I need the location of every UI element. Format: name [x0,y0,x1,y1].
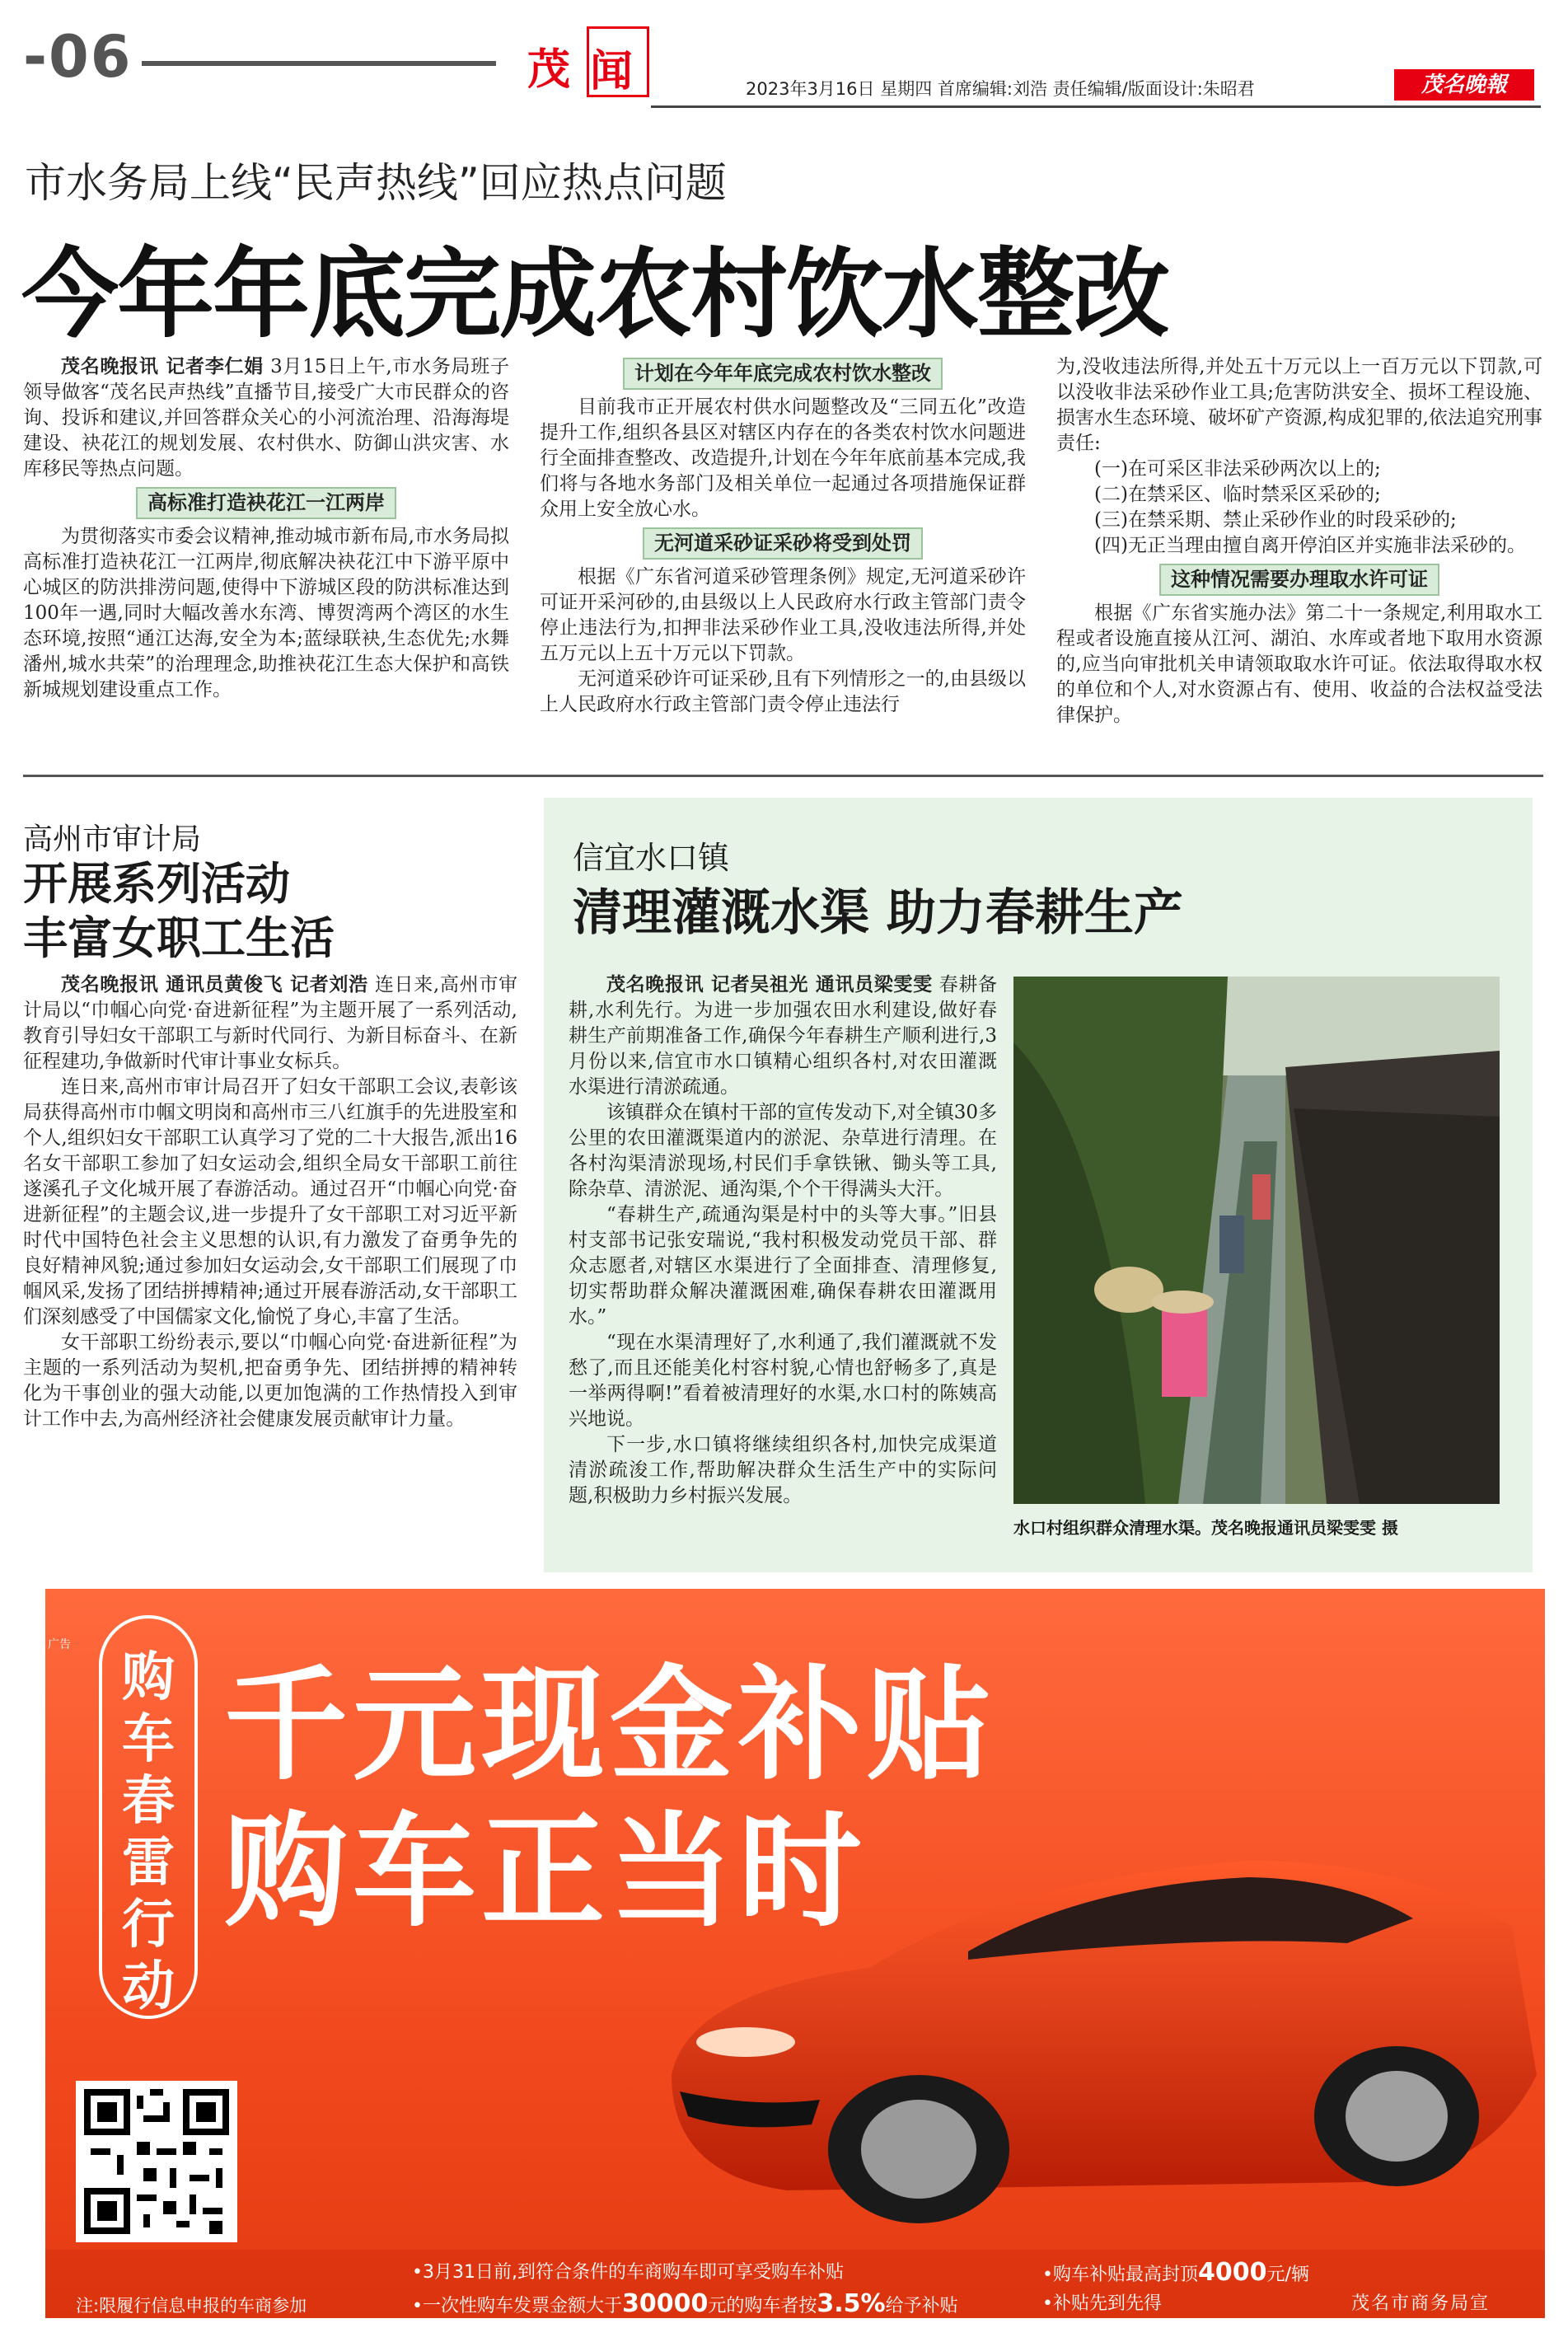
left-kicker: 高州市审计局 [23,822,202,856]
list-item: (二)在禁采区、临时禁采区采砂的; [1094,484,1381,505]
header-underline [651,105,1541,108]
newspaper-logo: 茂名晚報 [1394,69,1534,101]
green-article-body: 茂名晚报讯 记者吴祖光 通讯员梁雯雯 春耕备耕,水利先行。为进一步加强农田水利建设,做好春耕生产前期准备工作,确保今年春耕生产顺利进行,3月份以来,信宜市水口镇精心组织各村,对农田灌溉水渠进行清淤疏通。 该镇群众在镇村干部的宣传发动下,对全镇30多公里的农田灌溉渠道内的淤泥、杂草进行清理。在各村沟渠清淤现场,村民们手拿铁锹、锄头等工具,除杂草、清淤泥、通沟渠,个个干得满头大汗。 “春耕生产,疏通沟渠是村中的头等大事。”旧县村支部书记张安瑞说,“我村积极发动党员干部、群众志愿者,对辖区水渠进行了全面排查、清理修复,切实帮助群众解决灌溉困难,确保春耕农田灌溉用水。” “现在水渠清理好了,水利通了,我们灌溉就不发愁了,而且还能美化村容村貌,心情也舒畅多了,真是一举两得啊!”看着被清理好的水渠,水口村的陈姨高兴地说。 下一步,水口镇将继续组织各村,加快完成渠道清淤疏浚工作,帮助解决群众生活生产中的实际问题,积极助力乡村振兴发展。 [569,972,997,1509]
paragraph: 目前我市正开展农村供水问题整改及“三同五化”改造提升工作,组织各县区对辖区内存在的各类农村饮水问题进行全面排查整改、改造提升,计划在今年年底前基本完成,我们将与各地水务部门及相关单位一起通过各项措施保证群众用上安全放心水。 [540,396,1026,520]
ad-headline-2: 购车正当时 [224,1801,868,1944]
header-rule [142,61,496,66]
ad-bullet-1: •3月31日前,到符合条件的车商购车即可享受购车补贴 [412,2262,844,2283]
page-number: -06 [23,23,133,91]
ad-bullet-2: •一次性购车发票金额大于30000元的购车者按3.5%给予补贴 [412,2289,958,2318]
main-col-3 [1056,354,1542,728]
paragraph: “春耕生产,疏通沟渠是村中的头等大事。”旧县村支部书记张安瑞说,“我村积极发动党员干部、群众志愿者,对辖区水渠进行了全面排查、清理修复,切实帮助群众解决灌溉困难,确保春耕农田灌溉用水。” [569,1204,997,1328]
left-article-body: 茂名晚报讯 通讯员黄俊飞 记者刘浩 连日来,高州市审计局以“巾帼心向党·奋进新征程”为主题开展了一系列活动,教育引导妇女干部职工与新时代同行、为新目标奋斗、在新征程建功,争做新时代审计事业女标兵。 连日来,高州市审计局召开了妇女干部职工会议,表彰该局获得高州市巾帼文明岗和高州市三八红旗手的先进股室和个人,组织妇女干部职工认真学习了党的二十大报告,派出16名女干部职工参加了妇女运动会,组织全局女干部职工前往遂溪孔子文化城开展了春游活动。通过召开“巾帼心向党·奋进新征程”的主题会议,进一步提升了女干部职工对习近平新时代中国特色社会主义思想的认识,有力激发了奋勇争先的良好精神风貌;通过参加妇女运动会,女干部职工们展现了巾帼风采,发扬了团结拼搏精神;通过开展春游活动,女干部职工们深刻感受了中国儒家文化,愉悦了身心,丰富了生活。 女干部职工纷纷表示,要以“巾帼心向党·奋进新征程”为主题的一系列活动为契机,把奋勇争先、团结拼搏的精神转化为干事创业的强大动能,以更加饱满的工作热情投入到审计工作中去,为高州经济社会健康发展贡献审计力量。 [23,972,517,1432]
ad-vertical-slogan: 购 车 春 雷 行 动 [99,1615,198,2019]
main-col-2 [540,354,1026,718]
subhead: 高标准打造袂花江一江两岸 [136,487,396,519]
list-item: (三)在禁采期、禁止采砂作业的时段采砂的; [1094,509,1457,531]
photo-caption: 水口村组织群众清理水渠。茂名晚报通讯员梁雯雯 摄 [1013,1518,1398,1538]
section-mark [527,25,649,101]
paragraph: 为,没收违法所得,并处五十万元以上一百万元以下罚款,可以没收非法采砂作业工具;危害防洪安全、损坏工程设施、损害水生态环境、破坏矿产资源,构成犯罪的,依法追究刑事责任: [1056,356,1542,454]
subhead: 无河道采砂证采砂将受到处罚 [643,527,923,560]
main-col-1: 茂名晚报讯 记者李仁娟 3月15日上午,市水务局班子领导做客“茂名民声热线”直播节目,接受广大市民群众的咨询、投诉和建议,并回答群众关心的小河流治理、沿海海堤建设、袂花江的规划发展、农村供水、防御山洪灾害、水库移民等热点问题。 高标准打造袂花江一江两岸 为贯彻落实市委会议精神,推动城市新布局,市水务局拟高标准打造袂花江一江两岸,彻底解决袂花江中下游平原中心城区的防洪排涝问题,使得中下游城区段的防洪标准达到100年一遇,同时大幅改善水东湾、博贺湾两个湾区的水生态环境,按照“通江达海,安全为本;蓝绿联袂,生态优先;水舞潘州,城水共荣”的治理理念,助推袂花江生态大保护和高铁新城规划建设重点工作。 [23,354,509,703]
ad-label: 广告 [48,1638,71,1651]
canal-photo [1013,977,1500,1504]
main-headline: 今年年底完成农村饮水整改 [21,237,1169,351]
main-kicker: 市水务局上线“民声热线”回应热点问题 [25,159,727,207]
list-item: (一)在可采区非法采砂两次以上的; [1094,458,1381,480]
ad-bullet-4: •补贴先到先得 [1042,2293,1162,2314]
paragraph: 根据《广东省河道采砂管理条例》规定,无河道采砂许可证开采河砂的,由县级以上人民政府水行政主管部门责令停止违法行为,扣押非法采砂作业工具,没收违法所得,并处五万元以上五十万元以下罚款。 [540,566,1026,664]
section-divider [23,775,1543,777]
left-headline: 开展系列活动 丰富女职工生活 [23,858,335,964]
dateline: 2023年3月16日 星期四 首席编辑:刘浩 责任编辑/版面设计:朱昭君 [746,79,1255,99]
subhead: 这种情况需要办理取水许可证 [1159,564,1439,596]
list-item: (四)无正当理由擅自离开停泊区并实施非法采砂的。 [1094,535,1526,556]
ad-headline-1: 千元现金补贴 [224,1654,996,1797]
section-char-2: 闻 [590,46,634,96]
paragraph: 根据《广东省实施办法》第二十一条规定,利用取水工程或者设施直接从江河、湖泊、水库或者地下取用水资源的,应当向审批机关申请领取取水许可证。依法取得取水权的单位和个人,对水资源占有、使用、收益的合法权益受法律保护。 [1056,602,1542,726]
paragraph: 该镇群众在镇村干部的宣传发动下,对全镇30多公里的农田灌溉渠道内的淤泥、杂草进行清理。在各村沟渠清淤现场,村民们手拿铁锹、锄头等工具,除杂草、清淤泥、通沟渠,个个干得满头大汗。 [569,1102,997,1200]
ad-note: 注:限履行信息申报的车商参加 [76,2296,307,2316]
green-headline: 清理灌溉水渠 助力春耕生产 [573,884,1183,942]
qr-code[interactable] [76,2081,237,2242]
paragraph: 下一步,水口镇将继续组织各村,加快完成渠道清淤疏浚工作,帮助解决群众生活生产中的实际问题,积极助力乡村振兴发展。 [569,1434,997,1506]
paragraph: 连日来,高州市审计局召开了妇女干部职工会议,表彰该局获得高州市巾帼文明岗和高州市三八红旗手的先进股室和个人,组织妇女干部职工认真学习了党的二十大报告,派出16名女干部职工参加了妇女运动会,组织全局女干部职工前往遂溪孔子文化城开展了春游活动。通过召开“巾帼心向党·奋进新征程”的主题会议,进一步提升了女干部职工对习近平新时代中国特色社会主义思想的认识,有力激发了奋勇争先的良好精神风貌;通过参加妇女运动会,女干部职工们展现了巾帼风采,发扬了团结拼搏精神;通过开展春游活动,女干部职工们深刻感受了中国儒家文化,愉悦了身心,丰富了生活。 [23,1076,517,1328]
byline: 茂名晚报讯 记者李仁娟 [61,356,264,377]
ad-sponsor: 茂名市商务局宣 [1351,2293,1491,2314]
paragraph: 为贯彻落实市委会议精神,推动城市新布局,市水务局拟高标准打造袂花江一江两岸,彻底解决袂花江中下游平原中心城区的防洪排涝问题,使得中下游城区段的防洪标准达到100年一遇,同时大幅改善水东湾、博贺湾两个湾区的水生态环境,按照“通江达海,安全为本;蓝绿联袂,生态优先;水舞潘州,城水共荣”的治理理念,助推袂花江生态大保护和高铁新城规划建设重点工作。 [23,526,509,700]
subhead: 计划在今年年底完成农村饮水整改 [623,358,943,390]
ad-bullet-3: •购车补贴最高封顶4000元/辆 [1042,2258,1309,2287]
paragraph: “现在水渠清理好了,水利通了,我们灌溉就不发愁了,而且还能美化村容村貌,心情也舒畅多了,真是一举两得啊!”看着被清理好的水渠,水口村的陈姨高兴地说。 [569,1332,997,1430]
paragraph: 女干部职工纷纷表示,要以“巾帼心向党·奋进新征程”为主题的一系列活动为契机,把奋勇争先、团结拼搏的精神转化为干事创业的强大动能,以更加饱满的工作热情投入到审计工作中去,为高州经济社会健康发展贡献审计力量。 [23,1332,517,1430]
green-kicker: 信宜水口镇 [573,840,730,876]
paragraph: 无河道采砂许可证采砂,且有下列情形之一的,由县级以上人民政府水行政主管部门责令停止违法行 [540,668,1026,715]
byline: 茂名晚报讯 通讯员黄俊飞 记者刘浩 [61,974,368,995]
section-char-1: 茂 [527,44,571,95]
byline: 茂名晚报讯 记者吴祖光 通讯员梁雯雯 [606,974,933,995]
